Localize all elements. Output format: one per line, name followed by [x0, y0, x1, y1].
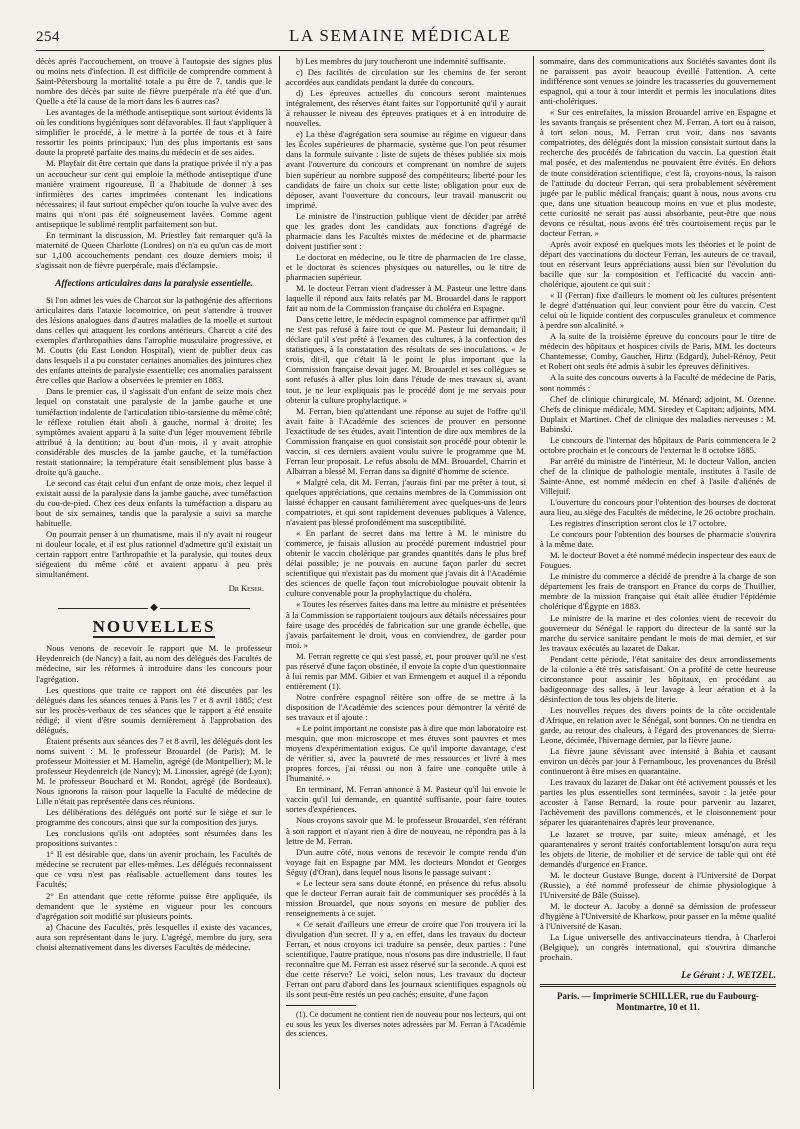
journal-title: LA SEMAINE MÉDICALE — [288, 26, 512, 45]
paragraph: c) Des facilités de circulation sur les chemins de fer seront accordées aux candidats pendant la durée du concours. — [286, 67, 526, 88]
news-item: M. le docteur Gustave Bunge, docent à l'Université de Dorpat (Russie), a été nommé professeur de chimie physiologique à l'Université de Bâle (Suisse). — [540, 869, 776, 900]
paragraph: « Ce serait d'ailleurs une erreur de croire que l'on trouvera ici la divulgation d'un secret. Il y a, en effet, dans les travaux du docteur Ferran, et nous croyons ici traduire sa pensée, deux parties : l'une scientifique, l'autre pratique, nous n'osons pas dire industrielle. Il faut reconnaître que M. Ferran est assez réservé sur la seconde. A quoi est due cette réserve? Le voici, selon nous, Les travaux du docteur Ferran ont paru d'abord dans les journaux scientifiques espagnols où ils sont peut-être restés un peu cachés; ensuite, d'une façon — [286, 918, 526, 1000]
author-signature: Dr Keser. — [228, 583, 264, 594]
news-item: La Ligue universelle des antivaccinateurs tiendra, à Charleroi (Belgique), un congrès international, qui s'ouvrira dimanche prochain. — [540, 931, 776, 963]
section-title: Affections articulaires dans la paralysie essentielle. — [55, 278, 253, 289]
paragraph: « Malgré cela, dit M. Ferran, j'aurais fini par me prêter à tout, si quelques appréciations, que certains membres de la Commission ont laissé échapper en causant familièrement avec quelques-uns de leurs compatriotes, et qui sont rapidement devenues publiques à Valence, n'avaient pas blessé profondément ma susceptibilité. — [286, 476, 526, 528]
paragraph: 1° Il est désirable que, dans un avenir prochain, les Facultés de médecine se recrutent par elles-mêmes. Les délégués reconnaissent que ce vœu n'est pas réalisable actuellement dans toutes les Facultés; — [36, 849, 272, 890]
imprint-rule — [540, 984, 776, 987]
paragraph: « Toutes les réserves faites dans ma lettre au ministre et présentées à la Commission se rapportaient toujours aux détails nécessaires pour faire usage des procédés de fabrication sur une grande échelle, que j'avais parfaitement le droit, vous en conviendrez, de garder pour moi. » — [286, 599, 526, 650]
paragraph: Si l'on admet les vues de Charcot sur la pathogénie des affections articulaires dans l'ataxie locomotrice, on peut s'attendre à trouver des lésions analogues dans d'autres maladies de la moelle et surtout dans celles qui attaquent les cordons antérieurs. Charcot a cité des exemples d'arthropathies dans l'atrophie musculaire progressive, et M. Coutts (du East London Hospital), vient de publier deux cas dans lesquels il a pu constater certaines anomalies des jointures chez des enfants atteints de paralysie essentielle; ces anomalies paraissent être celles que Barlow a observées le premier en 1883. — [36, 294, 272, 386]
column-divider — [279, 56, 280, 1089]
news-item: M. le docteur Ferran vient d'adresser à M. Pasteur une lettre dans laquelle il répond aux faits relatés par M. Brouardel dans le rapport fait au nom de la Commission française du choléra en Espagne. — [286, 283, 526, 314]
gerant-line: Le Gérant : J. WETZEL. — [681, 970, 776, 981]
paragraph: Les nouvelles reçues des divers points de la côte occidentale d'Afrique, en relation avec le Sénégal, sont bonnes. On ne tiendra en garde, au retour des chaleurs, à l'égard des provenances de Sierra-Leone, décimée, l'hivernage dernier, par la fièvre jaune. — [540, 704, 776, 746]
page-number: 254 — [36, 29, 60, 45]
column-divider — [533, 56, 534, 1089]
paragraph: On pourrait penser à un rhumatisme, mais il n'y avait ni rougeur ni douleur locale, et il est plus rationnel d'admettre qu'il existait un certain rapport entre l'arthropathie et la paralysie, qui toutes deux siégeaient du même côté et avaient apparu à peu près simultanément. — [36, 529, 272, 580]
paragraph: Le second cas était celui d'un enfant de onze mois, chez lequel il existait aussi de la paralysie dans la jambe gauche, avec tuméfaction du cou-de-pied. Chez ces deux enfants la tuméfaction a disparu au bout de six semaines, tandis que la paralysie a suivi sa marche habituelle. — [36, 477, 272, 529]
paragraph: Le concours pour l'obtention des bourses de pharmacie s'ouvrira à la même date. — [540, 529, 776, 550]
news-item: Par arrêté du ministre de l'intérieur, M. le docteur Vallon, ancien chef de la clinique de pathologie mentale, institutes à l'asile de Sainte-Anne, est nommé médecin en chef à l'asile d'aliénés de Villejuif. — [540, 455, 776, 496]
paragraph: Dans cette lettre, le médecin espagnol commence par affirmer qu'il ne s'est pas refusé à faire tout ce que M. Pasteur lui demandait; il déclare qu'il s'est prêté à l'examen des cultures, à la confection des statistiques, à la constatation des résultats de ses inoculations. « Je crois, dit-il, que c'était là le point le plus important que la Commission française devait juger. M. Brouardel et ses collègues se sont refusés à aller plus loin dans l'étude de mes travaux si, avant tout, je ne leur expliquais pas le procédé dont je me servais pour obtenir la culture prophylactique. » — [286, 314, 526, 405]
news-item: Le ministre du commerce a décidé de prendre à la charge de son département les frais de transport en France du corps de Thuillier, membre de la mission française qui était allée étudier l'épidémie cholérique d'Égypte en 1883. — [540, 571, 776, 612]
paragraph: Nous croyons savoir que M. le professeur Brouardel, s'en référant à son rapport et n'ayant rien à dire de nouveau, ne répondra pas à la lettre de M. Ferran. — [286, 815, 526, 846]
paragraph: En terminant la discussion, M. Priestley fait remarquer qu'à la maternité de Queen Charlotte (Londres) on n'a eu qu'un cas de mort sur 1,100 accouchements pendant ces douze derniers mois; il s'agissait non de fièvre puerpérale, mais d'éclampsie. — [36, 229, 272, 270]
paragraph: Après avoir exposé en quelques mots les théories et le point de départ des vaccinations du docteur Ferran, les auteurs de ce travail, tout en réservant leurs appréciations aussi bien sur l'évolution du bacille que sur la composition et l'efficacité du vaccin anti-cholérique, ajoutent ce qui suit : — [540, 238, 776, 290]
paragraph: « Le point important ne consiste pas à dire que mon laboratoire est mesquin, que mon microscope et mes étuves sont pauvres et mes moyens d'expérimentation exigus. Ce qu'il importe davantage, c'est de vérifier si, avec la pauvreté de mes ressources et livré à mes propres forces, j'ai réussi ou non à faire une conquête utile à l'humanité. » — [286, 723, 526, 784]
paragraph: Étaient présents aux séances des 7 et 8 avril, les délégués dont les noms suivent : M. le professeur Brouardel (de Paris); M. le professeur Moitessier et M. Hamelin, agrégé (de Montpellier); M. le professeur Heydenreich (de Nancy); M. Linossier, agrégé (de Lyon); M. le professeur Bouchard et M. Rondot, agrégé (de Bordeaux). Nous ignorons la raison pour laquelle la Faculté de médecine de Lille n'était pas représentée dans ces réunions. — [36, 735, 272, 807]
footnote: (1). Ce document ne contient rien de nouveau pour nos lecteurs, qui ont eu sous les yeux les diverses notes adressées par M. Ferran à l'Académie des sciences. — [286, 1010, 526, 1039]
header-rule — [36, 50, 764, 51]
page-header — [36, 26, 764, 48]
footnote-rule — [286, 1005, 356, 1006]
paragraph: M. Ferran, bien qu'attendant une réponse au sujet de l'offre qu'il avait faite à l'Académie des sciences de prouver en personne l'exactitude de ses études, avait l'intention de dire aux membres de la Commission française en quoi consistait son procédé pour obtenir le vaccin, si ces derniers avaient voulu suivre le programme que M. Ferran leur proposait. Le refus absolu de MM. Brouardel, Charrin et Albarran a blessé M. Ferran dans sa dignité d'homme de science. — [286, 405, 526, 476]
imprint-line: Montmartre, 10 et 11. — [616, 1002, 700, 1013]
paragraph: Les questions que traite ce rapport ont été discutées par les délégués dans les séances tenues à Paris les 7 et 8 avril 1885; c'est sur les procès-verbaux de ces séances que le rapport a été ensuite rédigé; il vient d'être soumis dernièrement à l'approbation des délégués. — [36, 684, 272, 735]
news-item: Nous venons de recevoir le rapport que M. le professeur Heydenreich (de Nancy) a fait, au nom des délégués des Facultés de médecine, sur les réformes à introduire dans les concours pour l'agrégation. — [36, 643, 272, 684]
paragraph: Les travaux du lazaret de Dakar ont été activement poussés et les parties les plus essentielles sont terminées, savoir : la jetée pour accoster à l'anse Bernard, la route pour parvenir au lazaret, l'achèvement des pavillons commencés, et le cloisonnement pour séparer les quarantenaires d'après leur provenance. — [540, 777, 776, 828]
column-2 — [286, 56, 526, 1089]
paragraph: La fièvre jaune sévissant avec intensité à Bahia et causant environ un décès par jour à Fernambouc, les provenances du Brésil continueront à être mises en quarantaine. — [540, 746, 776, 777]
news-item: M. le docteur Bovet a été nommé médecin inspecteur des eaux de Fougues. — [540, 550, 776, 571]
paragraph: M. Playfair dit être certain que dans la pratique privée il n'y a pas un accoucheur sur cent qui emploie la méthode antiseptique d'une manière vraiment rigoureuse. Il a l'habitude de donner à ses infirmières des cartes imprimées contenant les indications nécessaires; il faut surtout empêcher qu'on touche la vulve avec des mains qui n'ont pas été soigneusement lavées. Comme agent antiseptique le sublimé remplit parfaitement son but. — [36, 158, 272, 229]
ornament-divider: ◆ — [36, 603, 272, 613]
paragraph: « Il (Ferran) fixe d'ailleurs le moment où les cultures présentent le degré d'atténuation qui leur convient pour être du vaccin. C'est celui où le liquide contient des corpuscules granuleux et commence à perdre son alcalinité. » — [540, 290, 776, 331]
paragraph: Les registres d'inscription seront clos le 17 octobre. — [550, 518, 727, 529]
paragraph: D'un autre côté, nous venons de recevoir le compte rendu d'un voyage fait en Espagne par MM. les docteurs Mondot et Georges Séguy (d'Oran), dans lequel nous lisons le passage suivant : — [286, 846, 526, 877]
paragraph: 2° En attendant que cette réforme puisse être appliquée, ils demandent que le système en vigueur pour les concours d'agrégation soit modifié sur plusieurs points. — [36, 890, 272, 921]
nouvelles-heading: NOUVELLES — [92, 617, 216, 637]
column-1 — [36, 56, 272, 1089]
paragraph: a) Chacune des Facultés, près lesquelles il existe des vacances, aura son représentant dans le jury. L'agrégé, membre du jury, sera choisi alternativement dans les diverses Facultés de médecine. — [36, 921, 272, 952]
imprint-line: Paris. — Imprimerie SCHILLER, rue du Faubourg- — [556, 991, 759, 1002]
paragraph: b) Les membres du jury toucheront une indemnité suffisante. — [296, 56, 506, 66]
news-item: A la suite des concours ouverts à la Faculté de médecine de Paris, sont nommés : — [540, 372, 776, 393]
news-item: L'ouverture du concours pour l'obtention des bourses de doctorat aura lieu, au siège des Facultés de médecine, le 26 octobre prochain. — [540, 497, 776, 518]
paragraph: Le lazaret se trouve, par suite, mieux aménagé, et les quarantenaires y seront traités confortablement lorsqu'on aura reçu les objets de literie, de mobilier et de service de table qui ont été demandés d'urgence en France. — [540, 828, 776, 869]
paragraph: Dans le premier cas, il s'agissait d'un enfant de seize mois chez lequel on constatait une paralysie de la jambe gauche et une tuméfaction indolente de l'articulation tibio-tarsienne du même côté; le réflexe rotulien était aboli à gauche, normal à droite; les symptômes avaient apparu à la suite d'un léger mouvement fébrile attribué à la dentition; au bout d'un mois, il y avait atrophie considérable des muscles de la jambe gauche, et la tuméfaction restait stationnaire; la température était sensiblement plus basse à droite qu'à gauche. — [36, 386, 272, 477]
paragraph: M. Ferran regrette ce qui s'est passé, et, pour prouver qu'il ne s'est pas réservé d'une façon obstinée, il envoie la copie d'un questionnaire à lui remis par MM. Gibier et van Ermengem et auquel il a répondu entièrement (1). — [286, 650, 526, 691]
news-item: Le concours de l'internat des hôpitaux de Paris commencera le 2 octobre prochain et le concours de l'externat le 8 octobre 1885. — [540, 434, 776, 455]
paragraph: Les conclusions qu'ils ont adoptées sont résumées dans les propositions suivantes : — [36, 828, 272, 849]
paragraph: Les avantages de la méthode antiseptique sont surtout évidents là où les conditions hygiéniques sont défavorables. Il faut s'appliquer à simplifier le procédé, à le mettre à la portée de tous et à faire ressortir les points principaux; l'un des plus importants est sans doute la propreté parfaite des mains du médecin et de ses aides. — [36, 107, 272, 158]
paragraph: « En parlant de secret dans ma lettre à M. le ministre du commerce, je faisais allusion au procédé purement industriel pour obtenir le vaccin cholérique par grandes quantités dans le plus bref délai possible; je ne pouvais en aucune façon parler du secret scientifique qui n'existait pas du moment que j'avais dit à l'Académie des sciences de quelle façon tout microbiologue pouvait obtenir la culture convenable pour la prophylactique du choléra. — [286, 528, 526, 599]
column-3 — [540, 56, 776, 1089]
news-item: A la suite de la troisième épreuve du concours pour le titre de médecin des hôpitaux et hospices civils de Paris, MM. les docteurs Chantemesse, Comby, Gaucher, Hirtz (Edgard), Juhel-Rénoy, Petit et Robert ont seuls été admis à subir les épreuves définitives. — [540, 331, 776, 372]
paragraph: Les délibérations des délégués ont porté sur le siège et sur le programme des concours, ainsi que sur la composition des jurys. — [36, 807, 272, 828]
paragraph: « Sur ces entrefaites, la mission Brouardel arrive en Espagne et les savants français se présentent chez M. Ferran. A tort ou à raison, à tort selon nous, M. Ferran crut voir, dans nos savants compatriotes, des délégués dont la mission consistait surtout dans la recherche des procédés de fabrication du vaccin. La question était mal posée, et des malentendus ne pouvaient être évités. En dehors de toute considération scientifique, c'est là, croyons-nous, la raison de l'attitude du docteur Ferran, qui sera probablement sévèrement jugée par le public médical français; quant à nous, nous avons cru que, dans une situation beaucoup moins en vue et plus modeste, cette curiosité ne serait pas aussi absorbante, peut-être que nous devons ce résultat, nous avons été très courtoisement reçus par le docteur Ferran. » — [540, 107, 776, 238]
news-item: Le ministre de l'instruction publique vient de décider par arrêté que les grades dont les candidats aux fonctions d'agrégé de pharmacie dans les Facultés mixtes de médecine et de pharmacie doivent justifier sont : — [286, 210, 526, 251]
news-item: Le ministre de la marine et des colonies vient de recevoir du gouverneur du Sénégal le rapport du directeur de la santé sur la marche du service sanitaire pendant le mois de mai dernier, et sur les travaux exécutés au lazaret de Dakar. — [540, 612, 776, 653]
paragraph: sommaire, dans des communications aux Sociétés savantes dont ils ne paraissent pas avoir beaucoup éveillé l'attention. A cette indifférence sont venues se joindre les tracasseries du gouvernement espagnol, qui a tour à tour interdit et permis les inoculations dites anti-cholériques. — [540, 56, 776, 107]
paragraph: Chef de clinique chirurgicale, M. Ménard; adjoint, M. Ozenne. Chefs de clinique médicale, MM. Siredey et Capitan; adjoints, MM. Duplaix et Martinet. Chef de clinique des maladies nerveuses : M. Babinski. — [540, 393, 776, 434]
paragraph: Le doctorat en médecine, ou le titre de pharmacien de 1re classe, et le doctorat ès sciences physiques ou naturelles, ou le titre de pharmacien supérieur. — [286, 251, 526, 282]
paragraph: d) Les épreuves actuelles du concours seront maintenues intégralement, des réserves étant faites sur l'opportunité qu'il y aurait à rehausser le niveau des épreuves pratiques et à en introduire de nouvelles. — [286, 88, 526, 129]
paragraph: Pendant cette période, l'état sanitaire des deux arrondissements de la colonie a été très satisfaisant. On a profité de cette heureuse circonstance pour assainir les hôpitaux, en procédant au badigeonnage des salles, à leur lavage à leur aération et à la désinfection de tous les objets de literie. — [540, 653, 776, 704]
news-item: M. le docteur A. Jacoby a donné sa démission de professeur d'hygiène à l'Université de Kharkow, pour passer en la même qualité à l'Université de Kasan. — [540, 900, 776, 931]
paragraph: e) La thèse d'agrégation sera soumise au régime en vigueur dans les Écoles supérieures de pharmacie, système que l'on peut résumer dans la formule suivante : liste de sujets de thèses publiée six mois avant l'ouverture du concours et comprenant un nombre de sujets bien supérieur au nombre supposé des compétiteurs; liberté pour les candidats de faire un choix sur cette liste; obligation pour eux de déposer, avant l'ouverture du concours, leur travail manuscrit ou imprimé. — [286, 129, 526, 210]
paragraph: Notre confrère espagnol réitère son offre de se mettre à la disposition de l'Académie des sciences pour démontrer la vérité de ses travaux et il ajoute : — [286, 691, 526, 722]
paragraph: « Le lecteur sera sans doute étonné, en présence du refus absolu que le docteur Ferran aurait fait de communiquer ses procédés à la mission Brouardel, que nous soyons en mesure de publier des renseignements à ce sujet. — [286, 877, 526, 918]
paragraph: En terminant, M. Ferran annonce à M. Pasteur qu'il lui envoie le vaccin qu'il lui demande, en quantité suffisante, pour faire toutes sortes d'expériences. — [286, 784, 526, 815]
paragraph: décès après l'accouchement, on trouve à l'autopsie des signes plus ou moins nets d'infection. Il est difficile de comprendre comment à Saint-Pétersbourg la mortalité totale a pu être de 7, tandis que le nombre des décès par suite de fièvre puerpérale n'a été que d'un. Quelle a été la cause de la mort dans les 6 autres cas? — [36, 56, 272, 107]
